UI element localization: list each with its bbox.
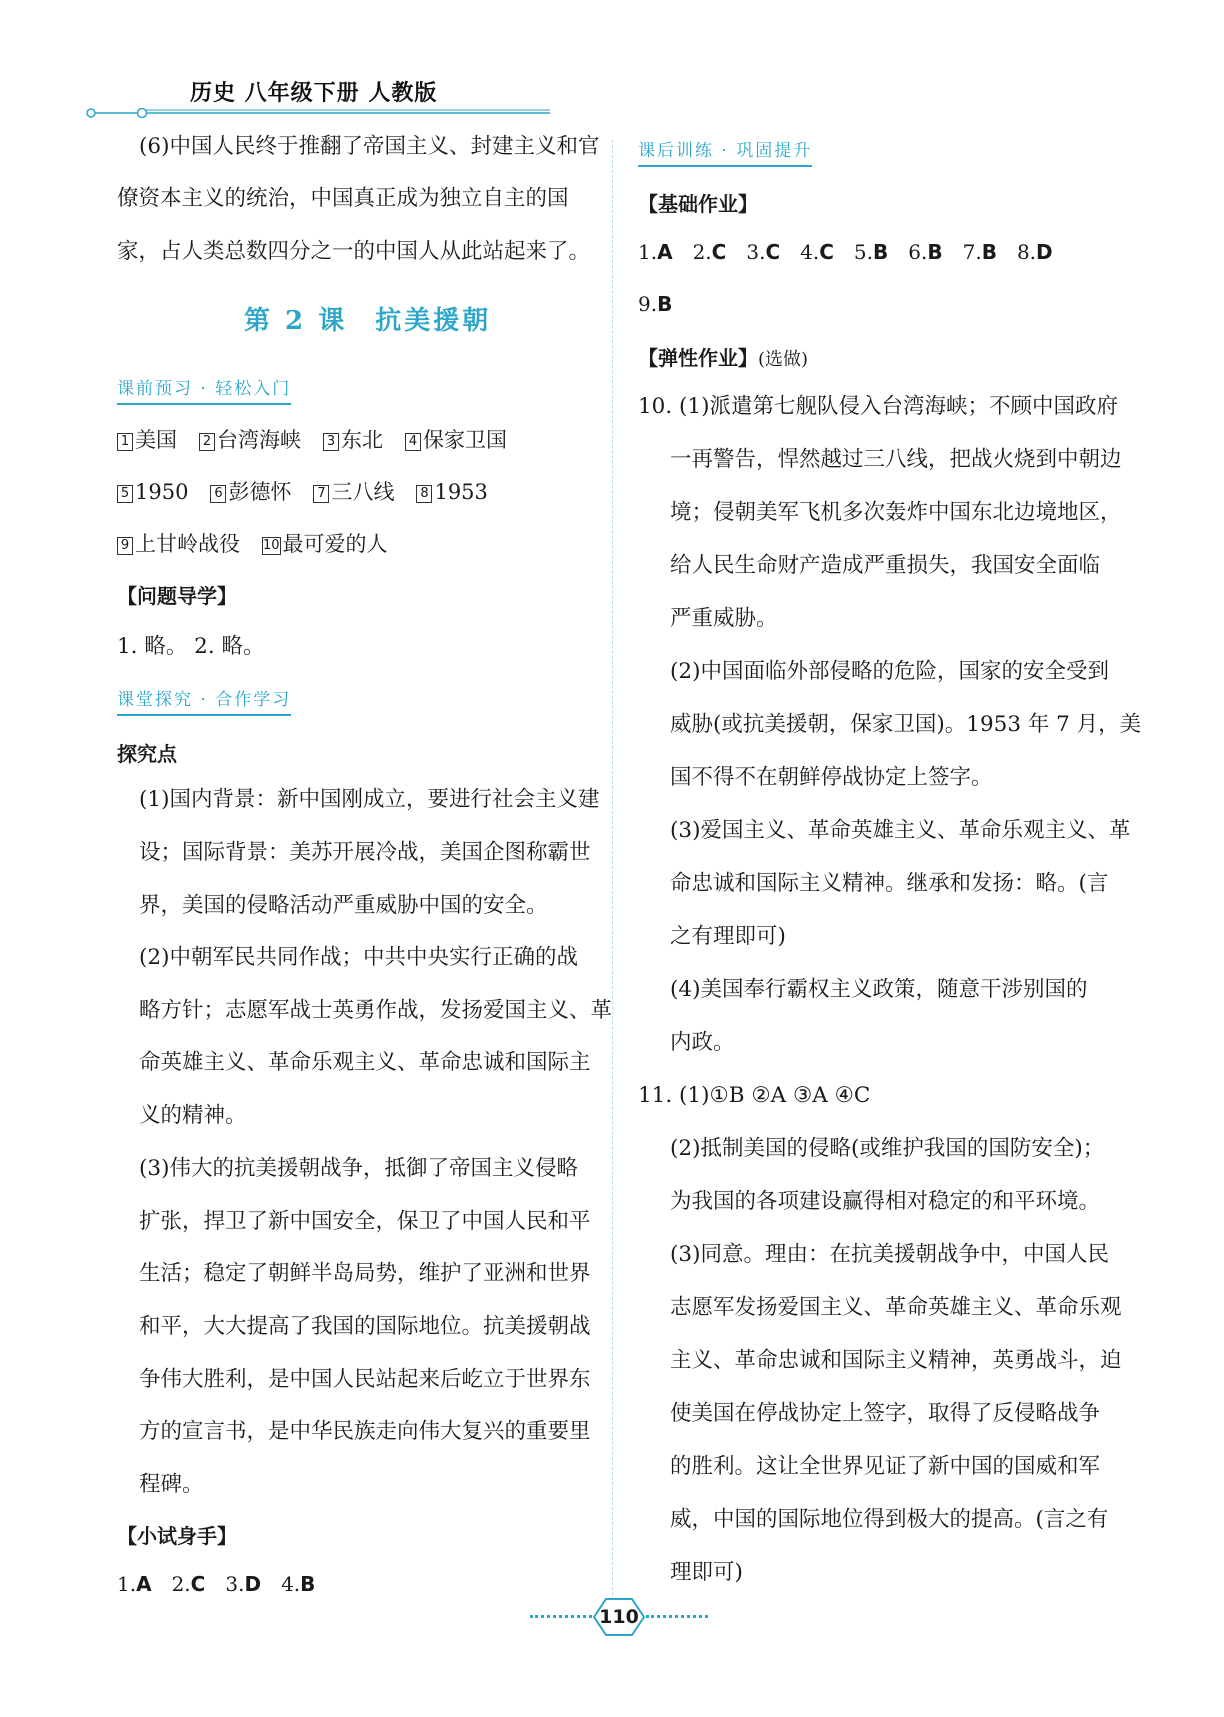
answer-number: 2. (171, 1572, 191, 1596)
box-number: 10 (263, 538, 280, 553)
box-number: 7 (313, 485, 329, 503)
fill-text: 上甘岭战役 (135, 532, 240, 556)
jichu-answers (638, 240, 1073, 264)
page-number-badge (530, 1596, 710, 1642)
fill-text: 彭德怀 (228, 480, 292, 504)
section-preview: 课前预习 · 轻松入门 (117, 374, 291, 405)
answer-number: 2. (692, 240, 712, 264)
page-number: 110 (599, 1606, 639, 1628)
fill-item (313, 476, 394, 506)
fill-row-1 (117, 424, 529, 454)
intro-line-3: 家，占人类总数四分之一的中国人从此站起来了。 (117, 239, 591, 264)
answer-number: 4. (800, 240, 820, 264)
tanjiu-line: 界，美国的侵略活动严重威胁中国的安全。 (139, 893, 548, 918)
answer-line: 内政。 (670, 1030, 735, 1055)
fill-item (262, 528, 388, 558)
tanjiu-line: 义的精神。 (139, 1103, 247, 1128)
answer-number: 6. (908, 240, 928, 264)
answer-line: 一再警告，悍然越过三八线，把战火烧到中朝边 (670, 447, 1122, 472)
box-number: 1 (117, 433, 133, 451)
lesson-title: 抗美援朝 (375, 306, 492, 336)
fill-text: 最可爱的人 (282, 532, 388, 556)
column-divider (612, 140, 613, 1600)
answer-line: 为我国的各项建设赢得相对稳定的和平环境。 (670, 1189, 1101, 1214)
answer-line: 的胜利。这让全世界见证了新中国的国威和军 (670, 1454, 1101, 1479)
answer-line: (4)美国奉行霸权主义政策，随意干涉别国的 (670, 977, 1088, 1002)
tanjiu-line: 方的宣言书，是中华民族走向伟大复兴的重要里 (139, 1419, 591, 1444)
section-after-class: 课后训练 · 巩固提升 (638, 136, 812, 167)
answer-number: 8. (1016, 240, 1037, 264)
answer-number: 4. (281, 1572, 301, 1596)
answer-letter: D (244, 1572, 262, 1596)
header-decoration (86, 108, 550, 118)
fill-row-3 (117, 528, 410, 558)
heading-tanxing (638, 342, 808, 371)
fill-text: 三八线 (331, 480, 395, 504)
box-number: 4 (405, 433, 421, 451)
answer-line: 理即可) (670, 1560, 743, 1585)
lesson-heading (244, 300, 491, 337)
heading-jichu: 【基础作业】 (638, 192, 758, 216)
intro-line-1: (6)中国人民终于推翻了帝国主义、封建主义和官 (139, 134, 600, 159)
tanjiu-line: 设；国际背景：美苏开展冷战，美国企图称霸世 (139, 840, 591, 865)
answer-line: 严重威胁。 (670, 606, 778, 631)
fill-item (117, 480, 188, 504)
box-number: 3 (323, 433, 339, 451)
dots-left (530, 1615, 592, 1618)
tanjiu-line: (2)中朝军民共同作战；中共中央实行正确的战 (139, 945, 578, 970)
tanxing-label: 【弹性作业】 (638, 346, 758, 370)
tanjiu-line: 争伟大胜利，是中国人民站起来后屹立于世界东 (139, 1367, 591, 1392)
fill-text: 美国 (135, 428, 177, 452)
answer-number: 9. (638, 292, 658, 316)
section-classroom: 课堂探究 · 合作学习 (117, 685, 291, 716)
tanjiu-line: 程碑。 (139, 1472, 204, 1497)
answer-number: 1. (117, 1572, 137, 1596)
answer-letter: C (711, 240, 727, 264)
jichu-answers-2 (638, 292, 692, 316)
tanjiu-line: 扩张，捍卫了新中国安全，保卫了中国人民和平 (139, 1209, 591, 1234)
heading-tanjiu: 探究点 (117, 742, 177, 766)
answer-letter: D (1036, 240, 1053, 264)
answer-line: 志愿军发扬爱国主义、革命英雄主义、革命乐观 (670, 1295, 1122, 1320)
answer-line: 给人民生命财产造成严重损失，我国安全面临 (670, 553, 1101, 578)
answer-number: 3. (225, 1572, 245, 1596)
fill-item (117, 528, 240, 558)
tanjiu-line: (1)国内背景：新中国刚成立，要进行社会主义建 (139, 787, 600, 812)
answer-letter: C (765, 240, 781, 264)
answer-line: 威胁(或抗美援朝，保家卫国)。1953 年 7 月，美 (670, 712, 1142, 737)
fill-item (405, 424, 507, 454)
fill-item (117, 424, 177, 454)
answer-letter: B (873, 240, 889, 264)
tanjiu-line: 和平，大大提高了我国的国际地位。抗美援朝战 (139, 1314, 591, 1339)
answer-line: (2)中国面临外部侵略的危险，国家的安全受到 (670, 659, 1109, 684)
answer-number: 3. (746, 240, 766, 264)
answer-letter: C (819, 240, 834, 264)
answer-letter: A (136, 1572, 152, 1596)
fill-item (210, 476, 291, 506)
answer-letter: B (657, 292, 673, 316)
box-number: 8 (416, 485, 432, 503)
answer-letter: A (657, 240, 673, 264)
fill-item (199, 424, 301, 454)
fill-text: 台湾海峡 (217, 428, 301, 452)
fill-text: 1953 (434, 480, 488, 504)
answer-line: (2)抵制美国的侵略(或维护我国的国防安全)； (670, 1136, 1105, 1161)
answer-line: 威，中国的国际地位得到极大的提高。(言之有 (670, 1507, 1109, 1532)
answer-number: 5. (853, 240, 874, 264)
intro-line-2: 僚资本主义的统治，中国真正成为独立自主的国 (117, 186, 569, 211)
box-number: 9 (117, 537, 133, 555)
answer-letter: B (927, 240, 943, 264)
answer-line: 主义、革命忠诚和国际主义精神，英勇战斗，迫 (670, 1348, 1122, 1373)
answer-number: 1. (638, 240, 658, 264)
tanxing-note: (选做) (758, 349, 809, 370)
answer-line: 使美国在停战协定上签字，取得了反侵略战争 (670, 1401, 1101, 1426)
fill-text: 保家卫国 (423, 428, 507, 452)
tanjiu-line: 生活；稳定了朝鲜半岛局势，维护了亚洲和世界 (139, 1261, 591, 1286)
box-number: 6 (210, 485, 226, 503)
heading-xiaoshi: 【小试身手】 (117, 1524, 237, 1548)
fill-item (323, 424, 383, 454)
tanjiu-line: 命英雄主义、革命乐观主义、革命忠诚和国际主 (139, 1050, 591, 1075)
dots-right (646, 1615, 708, 1618)
tanjiu-line: 略方针；志愿军战士英勇作战，发扬爱国主义、革 (139, 998, 613, 1023)
answer-line: 11. (1)①B ②A ③A ④C (638, 1083, 871, 1108)
answer-letter: B (981, 240, 997, 264)
lesson-number: 第 2 课 (244, 306, 348, 336)
answer-line: 境；侵朝美军飞机多次轰炸中国东北边境地区， (670, 500, 1122, 525)
box-number: 2 (199, 433, 215, 451)
header-title: 历史 八年级下册 人教版 (190, 81, 438, 106)
answer-letter: B (300, 1572, 316, 1596)
answer-number: 7. (962, 240, 982, 264)
xiaoshi-answers (117, 1572, 335, 1596)
answer-letter: C (190, 1572, 206, 1596)
answer-line: (3)爱国主义、革命英雄主义、革命乐观主义、革 (670, 818, 1131, 843)
fill-item (416, 480, 487, 504)
heading-wenti: 【问题导学】 (117, 584, 237, 608)
tanjiu-line: (3)伟大的抗美援朝战争，抵御了帝国主义侵略 (139, 1156, 578, 1181)
fill-row-2 (117, 476, 510, 506)
box-number: 5 (117, 485, 133, 503)
answer-line: (3)同意。理由：在抗美援朝战争中，中国人民 (670, 1242, 1109, 1267)
answer-line: 国不得不在朝鲜停战协定上签字。 (670, 765, 993, 790)
answer-line: 命忠诚和国际主义精神。继承和发扬：略。(言 (670, 871, 1109, 896)
wenti-answer: 1. 略。 2. 略。 (117, 634, 265, 659)
answer-line: 10. (1)派遣第七舰队侵入台湾海峡；不顾中国政府 (638, 394, 1118, 419)
fill-text: 1950 (135, 480, 189, 504)
answer-line: 之有理即可) (670, 924, 786, 949)
fill-text: 东北 (341, 428, 383, 452)
